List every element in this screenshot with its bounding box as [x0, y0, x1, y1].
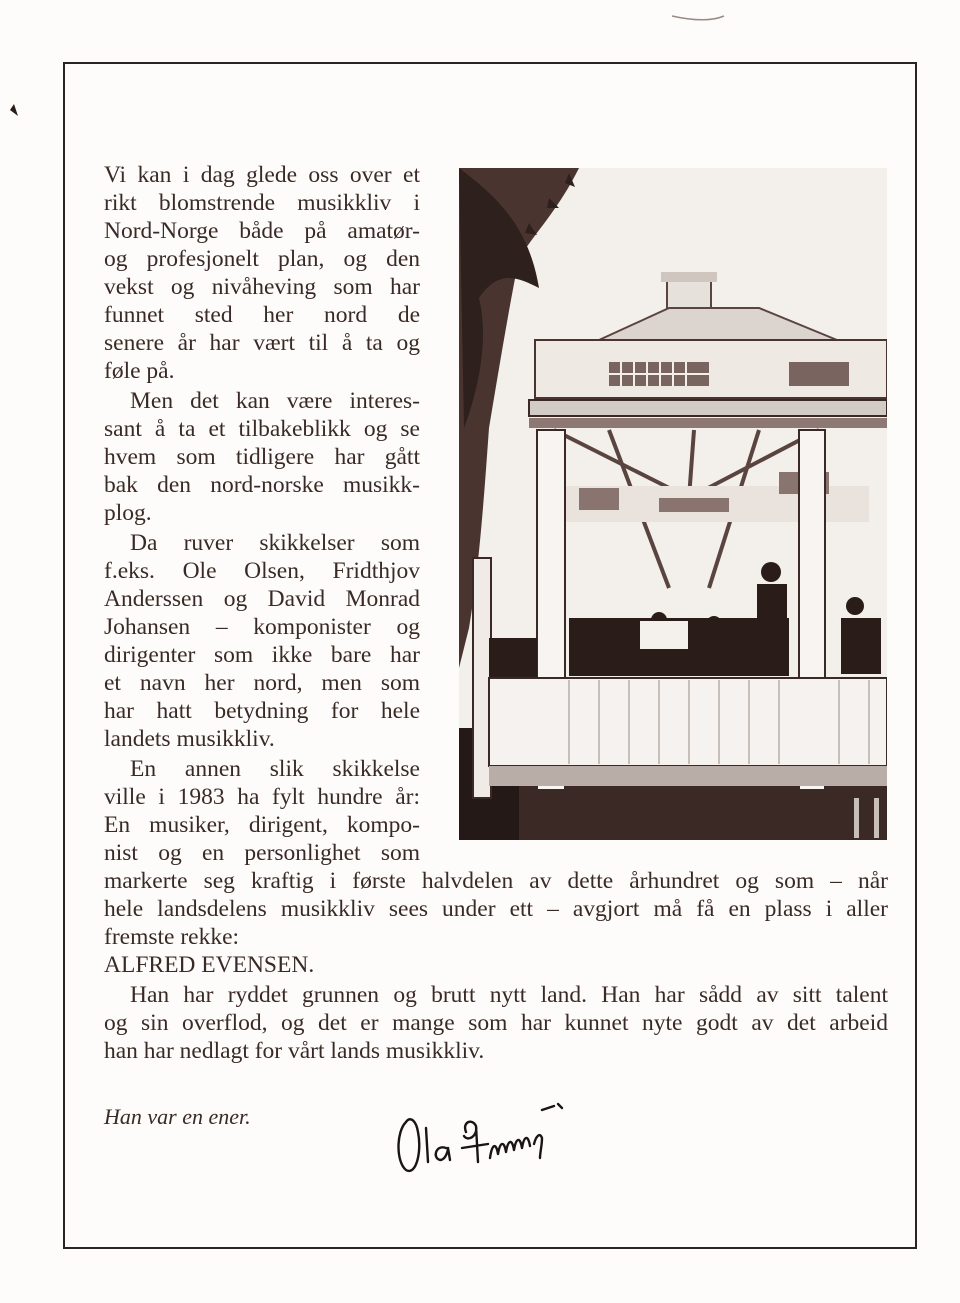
text-line: landets musikkliv.	[104, 726, 275, 752]
text-line: rikt blomstrende musikkliv i	[104, 190, 420, 216]
text-line: har hatt betydning for hele	[104, 698, 420, 724]
text-line: funnet sted her nord de	[104, 302, 420, 328]
text-line: han har nedlagt for vårt lands musikkliv.	[104, 1038, 485, 1064]
text-line: dirigenter som ikke bare har	[104, 642, 420, 668]
closing-line: Han var en ener.	[104, 1104, 251, 1129]
text-line: hvem som tidligere har gått	[104, 444, 420, 470]
text-line: og sin overflod, og det er mange som har kunnet nyte godt av det arbeid	[104, 1010, 888, 1036]
text-line: og profesjonelt plan, og den	[104, 246, 420, 272]
text-line: En annen slik skikkelse	[130, 756, 420, 782]
text-line: ville i 1983 ha fylt hundre år:	[104, 784, 420, 810]
text-line: Anderssen og David Monrad	[104, 586, 420, 612]
text-line: senere år har vært til å ta og	[104, 330, 420, 356]
text-line: hele landsdelens musikkliv sees under ett – avgjort må få en plass i aller	[104, 896, 888, 922]
text-line: plog.	[104, 500, 152, 526]
text-line: Johansen – komponister og	[104, 614, 420, 640]
text-line: Da ruver skikkelser som	[130, 530, 420, 556]
text-line: bak den nord-norske musikk-	[104, 472, 420, 498]
text-line: føle på.	[104, 358, 175, 384]
text-line: Han har ryddet grunnen og brutt nytt land. Han har sådd av sitt talent	[130, 982, 888, 1008]
text-line: En musiker, dirigent, kompo-	[104, 812, 420, 838]
text-line: vekst og nivåheving som har	[104, 274, 420, 300]
text-line: sant å ta et tilbakeblikk og se	[104, 416, 420, 442]
text-line: Vi kan i dag glede oss over et	[104, 162, 420, 188]
scan-mark-icon	[0, 100, 24, 140]
text-line: markerte seg kraftig i første halvdelen av dette århundret og som – når	[104, 868, 888, 894]
text-line: Men det kan være interes-	[130, 388, 420, 414]
signature-icon	[392, 1092, 592, 1187]
heading-name: ALFRED EVENSEN.	[104, 952, 315, 978]
text-line: f.eks. Ole Olsen, Fridthjov	[104, 558, 420, 584]
bandstand-photo-icon	[459, 168, 887, 840]
text-line: Nord-Norge både på amatør-	[104, 218, 420, 244]
text-line: nist og en personlighet som	[104, 840, 420, 866]
scan-mark-icon	[670, 6, 730, 30]
text-line: fremste rekke:	[104, 924, 240, 950]
text-line: et navn her nord, men som	[104, 670, 420, 696]
